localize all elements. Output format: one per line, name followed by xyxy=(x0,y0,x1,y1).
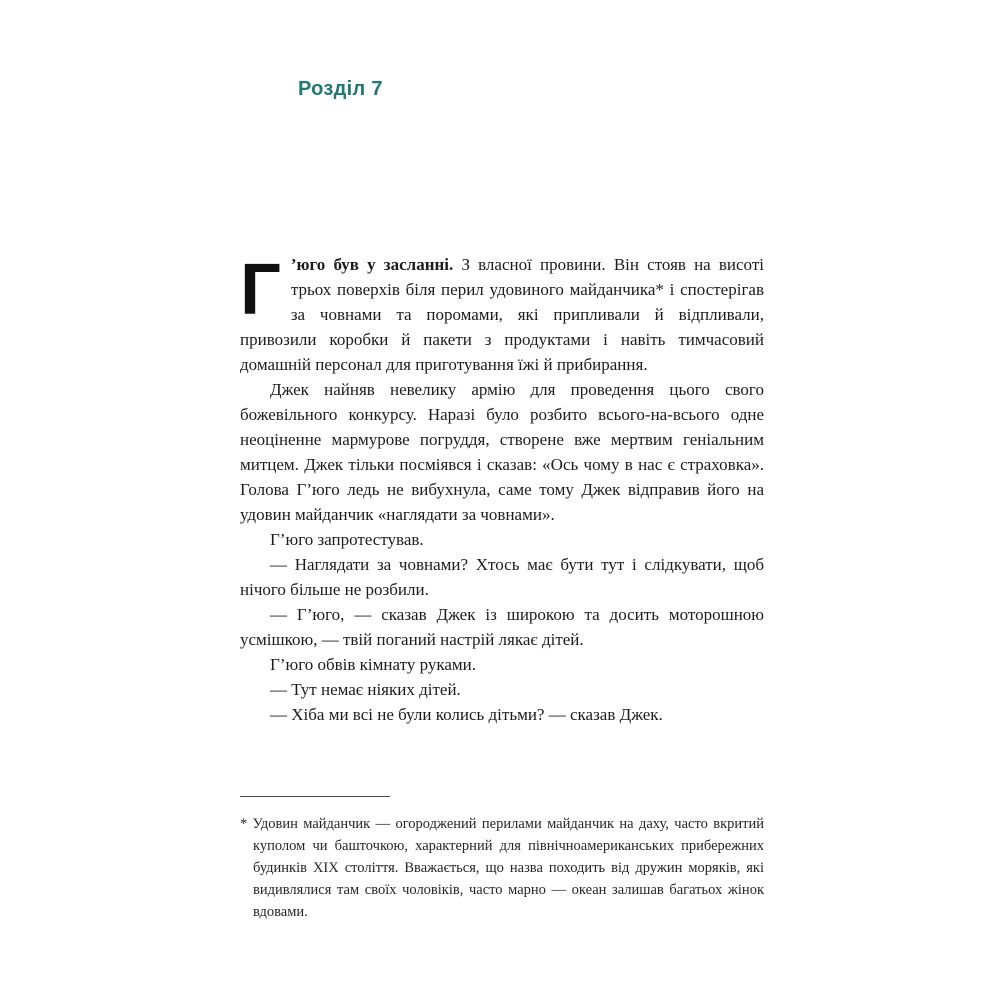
paragraph: — Хіба ми всі не були колись дітьми? — сказав Джек. xyxy=(270,705,663,724)
drop-cap: Г xyxy=(240,250,281,330)
lead-phrase: ’юго був у засланні. xyxy=(290,255,454,274)
footnote-marker: * xyxy=(240,816,248,832)
page-body xyxy=(240,252,764,727)
chapter-title: Розділ 7 xyxy=(298,78,383,100)
paragraph: Джек найняв невелику армію для проведення цього свого божевільного конкурсу. Наразі було розбито всього-на-всього одне неоціненне мармурове погруддя, створене вже мертвим геніальним митцем. Джек тільки посміявся і сказав: «Ось чому в нас є страховка». Голова Г’юго ледь не вибухнула, саме тому Джек відправив його на удовин майданчик «наглядати за човнами». xyxy=(240,380,764,524)
paragraph: — Г’юго, — сказав Джек із широкою та досить моторошною усмішкою, — твій поганий настрій лякає дітей. xyxy=(240,605,764,649)
footnote-divider xyxy=(240,796,390,797)
paragraph: — Тут немає ніяких дітей. xyxy=(270,680,461,699)
footnote-text: Удовин майданчик — огороджений перилами майданчик на даху, часто вкритий куполом чи башточкою, характерний для північноамериканських прибережних будинків XIX століття. Вважається, що назва походить від дружин моряків, які видивлялися там своїх чоловіків, часто марно — океан залишав багатьох жінок вдовами. xyxy=(252,816,765,920)
opening-paragraph xyxy=(240,252,764,377)
paragraph: — Наглядати за човнами? Хтось має бути тут і слідкувати, щоб нічого більше не розбили. xyxy=(240,555,764,599)
paragraph: Г’юго запротестував. xyxy=(270,530,424,549)
paragraph: Г’юго обвів кімнату руками. xyxy=(270,655,476,674)
paragraph-text: З власної провини. Він стояв на висоті трьох поверхів біля перил удовиного майданчика* і спостерігав за човнами та поромами, які припливали й відпливали, привозили коробки й пакети з продуктами і навіть тимчасовий домашній персонал для приготування їжі й прибирання. xyxy=(240,255,764,374)
footnote xyxy=(240,813,764,923)
footnote-block xyxy=(240,796,764,923)
